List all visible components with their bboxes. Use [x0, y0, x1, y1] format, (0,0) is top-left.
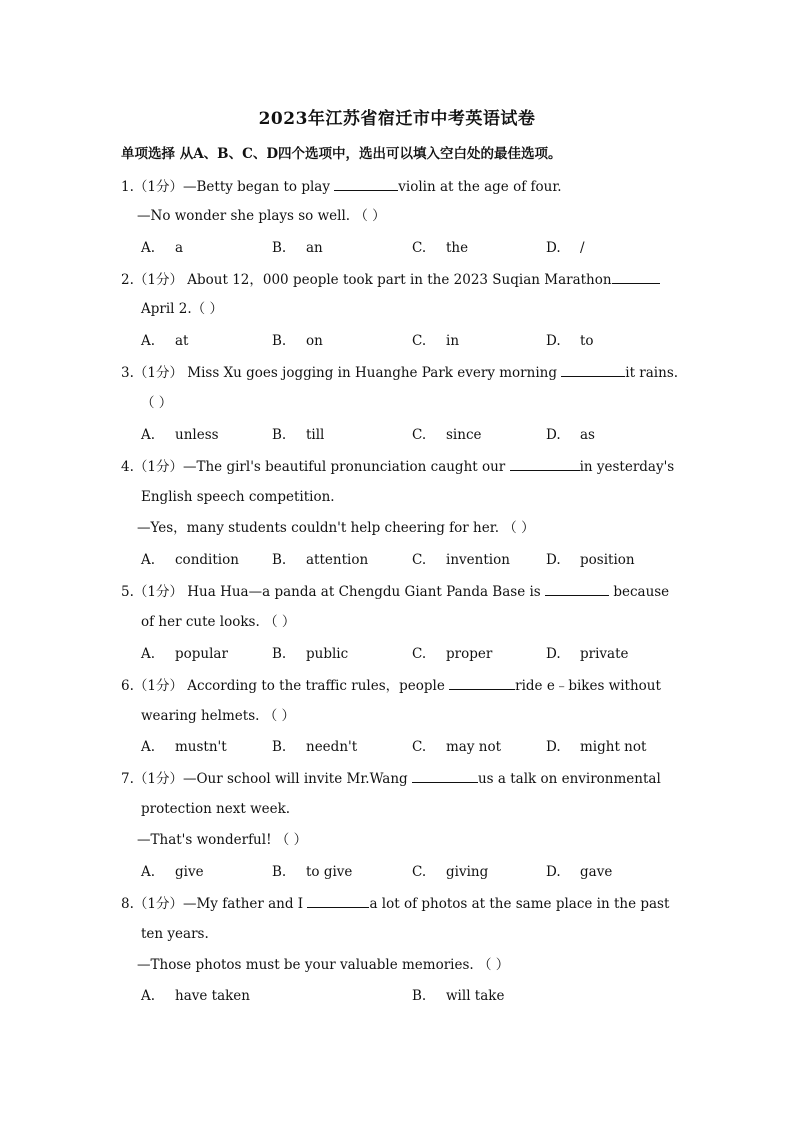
answer-blank[interactable]: [412, 769, 478, 783]
question-8-line-1: [121, 894, 669, 913]
answer-blank[interactable]: [334, 177, 398, 191]
question-4-line-2: English speech competition.: [141, 489, 335, 505]
option-b[interactable]: B. attention: [272, 552, 369, 568]
option-b[interactable]: B. to give: [272, 864, 353, 880]
question-score: （1分）: [133, 678, 183, 694]
answer-blank[interactable]: [612, 270, 660, 284]
option-b[interactable]: B. will take: [412, 988, 505, 1004]
question-text: —The girl's beautiful pronunciation caught our: [182, 459, 510, 475]
question-text: ride e﹣bikes without: [515, 678, 661, 694]
question-7-line-1: [121, 769, 661, 788]
question-number: 4.: [121, 459, 134, 475]
question-1-line-2: —No wonder she plays so well. （ ）: [137, 208, 386, 224]
question-6-line-1: [121, 676, 661, 695]
question-number: 2.: [121, 272, 134, 288]
question-5-line-2: of her cute looks. （ ）: [141, 614, 296, 630]
question-text: About 12，000 people took part in the 2023 Suqian Marathon: [182, 272, 612, 288]
question-4-line-1: [121, 457, 674, 476]
question-number: 3.: [121, 365, 134, 381]
question-score: （1分）: [133, 896, 183, 912]
question-text: —Our school will invite Mr.Wang: [182, 771, 412, 787]
option-d[interactable]: D. position: [546, 552, 635, 568]
option-d[interactable]: D. to: [546, 333, 594, 349]
question-text: —My father and I: [182, 896, 308, 912]
option-d[interactable]: D. as: [546, 427, 595, 443]
exam-title: 2023年江苏省宿迁市中考英语试卷: [258, 109, 536, 129]
question-7-line-3: —That's wonderful! （ ）: [137, 832, 308, 848]
question-text: Miss Xu goes jogging in Huanghe Park every morning: [182, 365, 562, 381]
question-score: （1分）: [133, 272, 183, 288]
answer-blank[interactable]: [561, 363, 625, 377]
question-4-line-3: —Yes，many students couldn't help cheering for her. （ ）: [137, 520, 535, 536]
option-d[interactable]: D. gave: [546, 864, 613, 880]
option-b[interactable]: B. an: [272, 240, 323, 256]
option-d[interactable]: D. might not: [546, 739, 647, 755]
section-heading: 单项选择 从A、B、C、D四个选项中，选出可以填入空白处的最佳选项。: [121, 146, 562, 162]
question-score: （1分）: [133, 179, 183, 195]
option-c[interactable]: C. may not: [412, 739, 502, 755]
question-text: because: [609, 584, 670, 600]
question-score: （1分）: [133, 459, 183, 475]
question-number: 1.: [121, 179, 134, 195]
question-score: （1分）: [133, 365, 183, 381]
question-3-line-2: （ ）: [141, 395, 173, 411]
option-a[interactable]: A. a: [141, 240, 184, 256]
question-text: us a talk on environmental: [477, 771, 661, 787]
option-d[interactable]: D. private: [546, 646, 629, 662]
option-c[interactable]: C. in: [412, 333, 460, 349]
answer-blank[interactable]: [449, 676, 515, 690]
question-text: violin at the age of four.: [398, 179, 562, 195]
question-8-line-3: —Those photos must be your valuable memories. （ ）: [137, 957, 510, 973]
option-a[interactable]: A. give: [141, 864, 204, 880]
question-number: 5.: [121, 584, 134, 600]
question-text: Hua Hua—a panda at Chengdu Giant Panda Base is: [182, 584, 546, 600]
option-b[interactable]: B. needn't: [272, 739, 358, 755]
answer-blank[interactable]: [510, 457, 580, 471]
option-c[interactable]: C. proper: [412, 646, 493, 662]
option-b[interactable]: B. till: [272, 427, 325, 443]
question-score: （1分）: [133, 584, 183, 600]
question-score: （1分）: [133, 771, 183, 787]
answer-blank[interactable]: [545, 582, 609, 596]
question-5-line-1: [121, 582, 669, 601]
question-text: According to the traffic rules，people: [182, 678, 450, 694]
question-number: 6.: [121, 678, 134, 694]
question-number: 7.: [121, 771, 134, 787]
question-1-line-1: [121, 177, 562, 196]
question-8-line-2: ten years.: [141, 926, 209, 942]
option-a[interactable]: A. popular: [141, 646, 228, 662]
question-text: a lot of photos at the same place in the past: [369, 896, 670, 912]
option-a[interactable]: A. condition: [141, 552, 239, 568]
answer-blank[interactable]: [307, 894, 369, 908]
option-b[interactable]: B. public: [272, 646, 349, 662]
question-7-line-2: protection next week.: [141, 801, 291, 817]
question-2-line-1: [121, 270, 660, 289]
question-6-line-2: wearing helmets. （ ）: [141, 708, 296, 724]
option-c[interactable]: C. since: [412, 427, 482, 443]
option-a[interactable]: A. unless: [141, 427, 219, 443]
option-b[interactable]: B. on: [272, 333, 323, 349]
question-2-line-2: April 2.（ ）: [141, 301, 223, 317]
question-text: it rains.: [625, 365, 679, 381]
question-3-line-1: [121, 363, 678, 382]
question-text: —Betty began to play: [182, 179, 335, 195]
option-c[interactable]: C. giving: [412, 864, 489, 880]
question-text: in yesterday's: [579, 459, 675, 475]
option-a[interactable]: A. mustn't: [141, 739, 227, 755]
option-a[interactable]: A. have taken: [141, 988, 250, 1004]
option-c[interactable]: C. invention: [412, 552, 510, 568]
option-a[interactable]: A. at: [141, 333, 189, 349]
option-d[interactable]: D. /: [546, 240, 585, 256]
option-c[interactable]: C. the: [412, 240, 469, 256]
question-number: 8.: [121, 896, 134, 912]
